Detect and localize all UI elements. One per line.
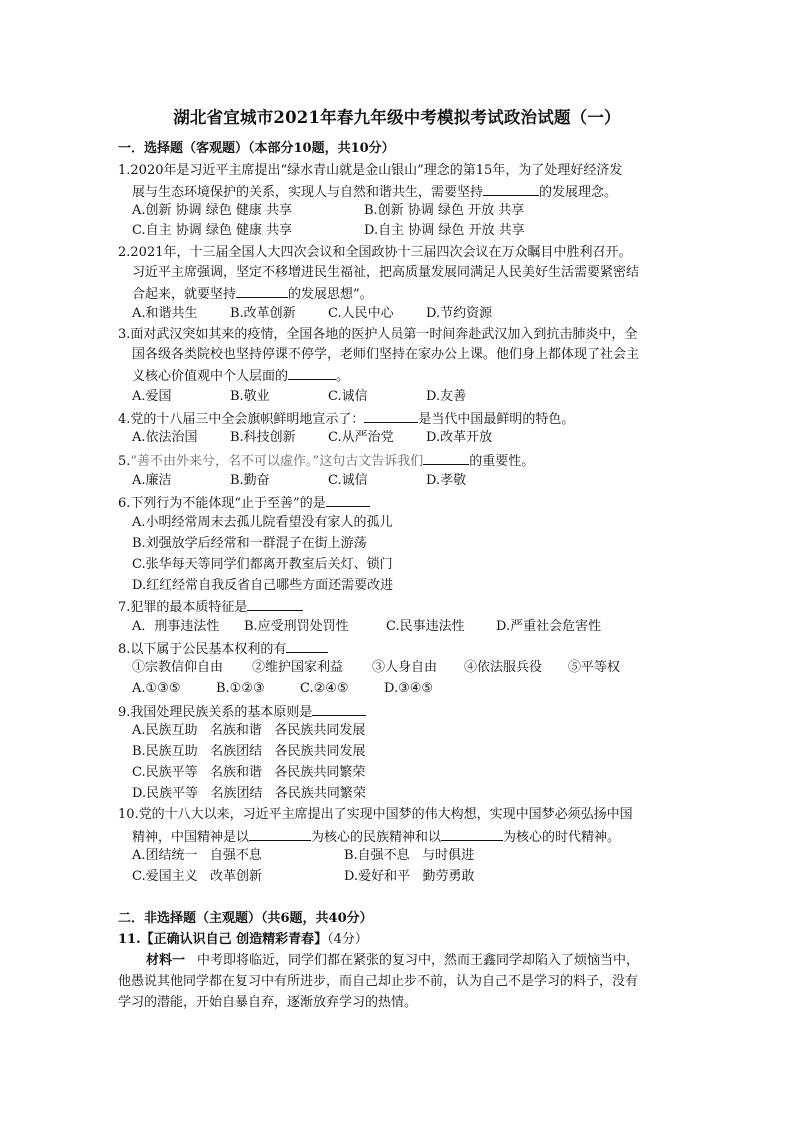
q8-line1-text: 8.以下属于公民基本权利的有 <box>118 642 287 657</box>
q7-option-b: B.应受刑罚处罚性 <box>244 619 349 634</box>
q11-material-line3: 学习的潜能，开始自暴自弃，逐渐放弃学习的热情。 <box>118 995 418 1010</box>
q7-answer-blank <box>247 597 303 611</box>
q3-line3-text: 义核心价值观中个人层面的 <box>132 369 289 384</box>
q10-line2 <box>132 827 620 847</box>
q11-material-line1 <box>146 952 639 970</box>
q4-option-b: B.科技创新 <box>230 430 296 445</box>
q9-line1-text: 9.我国处理民族关系的基本原则是 <box>118 705 313 720</box>
q1-line1: 1.2020年是习近平主席提出“绿水青山就是金山银山”理念的第15年，为了处理好经济发 <box>118 163 623 178</box>
q5-line1-end: 的重要性。 <box>469 454 535 469</box>
q5-option-c: C.诚信 <box>328 473 368 488</box>
q9-option-b: B.民族互助 名族团结 各民族共同发展 <box>132 744 366 759</box>
q2-line3-end: 的发展思想”。 <box>288 287 373 302</box>
q7-line1 <box>118 597 303 617</box>
q10-answer-blank-2 <box>441 827 503 841</box>
q10-option-a: A.团结统一 自强不息 <box>132 848 262 863</box>
q10-line2-text: 精神，中国精神是以 <box>132 830 250 845</box>
q3-option-c: C.诚信 <box>328 389 368 404</box>
q3-line3-end: 。 <box>336 369 350 384</box>
q2-option-b: B.改革创新 <box>230 306 296 321</box>
q1-option-a: A.创新 协调 绿色 健康 共享 <box>132 203 293 218</box>
q8-item-3: ③人身自由 <box>372 660 438 675</box>
q11-material-label: 材料一 <box>146 953 186 968</box>
q1-answer-blank <box>483 182 539 196</box>
q6-option-b: B.刘强放学后经常和一群混子在街上游荡 <box>132 536 367 551</box>
q7-option-d: D.严重社会危害性 <box>496 619 602 634</box>
q10-answer-blank-1 <box>249 827 311 841</box>
q4-option-c: C.从严治党 <box>328 430 394 445</box>
q8-item-5: ⑤平等权 <box>568 660 621 675</box>
q2-answer-blank <box>236 284 288 298</box>
q3-option-b: B.敬业 <box>230 389 270 404</box>
q1-line2 <box>132 182 617 202</box>
q7-option-c: C.民事违法性 <box>386 619 465 634</box>
q5-line1 <box>118 451 534 471</box>
q4-line1-text: 4.党的十八届三中全会旗帜鲜明地宣示了： <box>118 412 365 427</box>
q2-line2: 习近平主席强调，坚定不移增进民生福祉，把高质量发展同满足人民美好生活需要紧密结 <box>132 265 640 280</box>
q8-item-1: ①宗教信仰自由 <box>132 660 224 675</box>
q9-option-c: C.民族平等 名族和谐 各民族共同繁荣 <box>132 765 366 780</box>
q6-answer-blank <box>326 493 370 507</box>
q2-option-c: C.人民中心 <box>328 306 394 321</box>
q8-line1 <box>118 639 328 659</box>
q2-line3-text: 合起来，就要坚持 <box>132 287 237 302</box>
q11-score: （4分） <box>327 932 368 947</box>
section1-heading: 一．选择题（客观题）（本部分10题，共10分） <box>118 141 395 156</box>
q11-title: 11.【正确认识自己 创造精彩青春】 <box>118 932 328 947</box>
q9-line1 <box>118 702 366 722</box>
q1-option-b: B.创新 协调 绿色 开放 共享 <box>364 203 525 218</box>
q6-option-a: A.小明经常周末去孤儿院看望没有家人的孤儿 <box>132 515 393 530</box>
q10-option-b: B.自强不息 与时俱进 <box>344 848 475 863</box>
q3-line3 <box>132 366 349 386</box>
q1-line2-end: 的发展理念。 <box>539 185 618 200</box>
q6-line1 <box>118 493 370 513</box>
q5-option-d: D.孝敬 <box>426 473 467 488</box>
q4-answer-blank <box>364 409 418 423</box>
q1-option-d: D.自主 协调 绿色 开放 共享 <box>364 223 525 238</box>
q4-line1-end: 是当代中国最鲜明的特色。 <box>418 412 575 427</box>
q3-answer-blank <box>288 366 336 380</box>
q5-option-b: B.勤奋 <box>230 473 270 488</box>
q2-option-a: A.和谐共生 <box>132 306 198 321</box>
q8-item-4: ④依法服兵役 <box>464 660 543 675</box>
q3-line1: 3.面对武汉突如其来的疫情，全国各地的医护人员第一时间奔赴武汉加入到抗击肺炎中，全 <box>118 327 638 342</box>
q10-option-d: D.爱好和平 勤劳勇敢 <box>344 869 475 884</box>
q5-number: 5. <box>118 454 131 469</box>
q8-option-d: D.③④⑤ <box>384 681 434 696</box>
q8-option-a: A.①③⑤ <box>132 681 181 696</box>
q3-option-d: D.友善 <box>426 389 467 404</box>
q5-answer-blank <box>423 451 469 465</box>
q10-line1: 10.党的十八大以来，习近平主席提出了实现中国梦的伟大构想，实现中国梦必须弘扬中国 <box>118 807 633 822</box>
q5-option-a: A.廉洁 <box>132 473 172 488</box>
q2-line3 <box>132 284 373 304</box>
q3-line2: 国各级各类院校也坚持停课不停学，老师们坚持在家办公上课。他们身上都体现了社会主 <box>132 347 640 362</box>
q8-item-2: ②维护国家利益 <box>252 660 344 675</box>
q2-option-d: D.节约资源 <box>426 306 493 321</box>
q7-line1-text: 7.犯罪的最本质特征是 <box>118 600 248 615</box>
q1-option-c: C.自主 协调 绿色 健康 共享 <box>132 223 293 238</box>
q2-line1: 2.2021年，十三届全国人大四次会议和全国政协十三届四次会议在万众瞩目中胜利召开。 <box>118 245 632 260</box>
q4-line1 <box>118 409 574 429</box>
q4-option-d: D.改革开放 <box>426 430 493 445</box>
q6-option-d: D.红红经常自我反省自己哪些方面还需要改进 <box>132 578 394 593</box>
q9-answer-blank <box>312 702 366 716</box>
q5-quote: “善不由外来兮，名不可以虚作。”这句古文告诉我们 <box>130 454 424 469</box>
q10-line2-mid: 为核心的民族精神和以 <box>311 830 442 845</box>
page-title: 湖北省宜城市2021年春九年级中考模拟考试政治试题（一） <box>173 108 621 127</box>
q10-line2-end: 为核心的时代精神。 <box>503 830 621 845</box>
q10-option-c: C.爱国主义 改革创新 <box>132 869 263 884</box>
q3-option-a: A.爱国 <box>132 389 172 404</box>
q6-line1-text: 6.下列行为不能体现“止于至善”的是 <box>118 496 326 511</box>
section2-heading: 二．非选择题（主观题）（共6题，共40分） <box>118 911 373 926</box>
q11-material-line2: 他愚说其他同学都在复习中有所进步，而自己却止步不前，认为自己不是学习的料子，没有 <box>118 974 639 989</box>
q9-option-a: A.民族互助 名族和谐 各民族共同发展 <box>132 723 366 738</box>
q11-material-text1: 中考即将临近，同学们都在紧张的复习中，然而王鑫同学却陷入了烦恼当中， <box>197 953 640 968</box>
q8-answer-blank <box>286 639 328 653</box>
q4-option-a: A.依法治国 <box>132 430 198 445</box>
q11-heading <box>118 931 368 949</box>
q9-option-d: D.民族平等 名族团结 各民族共同繁荣 <box>132 786 366 801</box>
q8-option-b: B.①②③ <box>216 681 265 696</box>
q8-option-c: C.②④⑤ <box>300 681 349 696</box>
q6-option-c: C.张华每天等同学们都离开教室后关灯、锁门 <box>132 557 393 572</box>
q7-option-a: A．刑事违法性 <box>132 619 220 634</box>
q1-line2-text: 展与生态环境保护的关系，实现人与自然和谐共生，需要坚持 <box>132 185 484 200</box>
